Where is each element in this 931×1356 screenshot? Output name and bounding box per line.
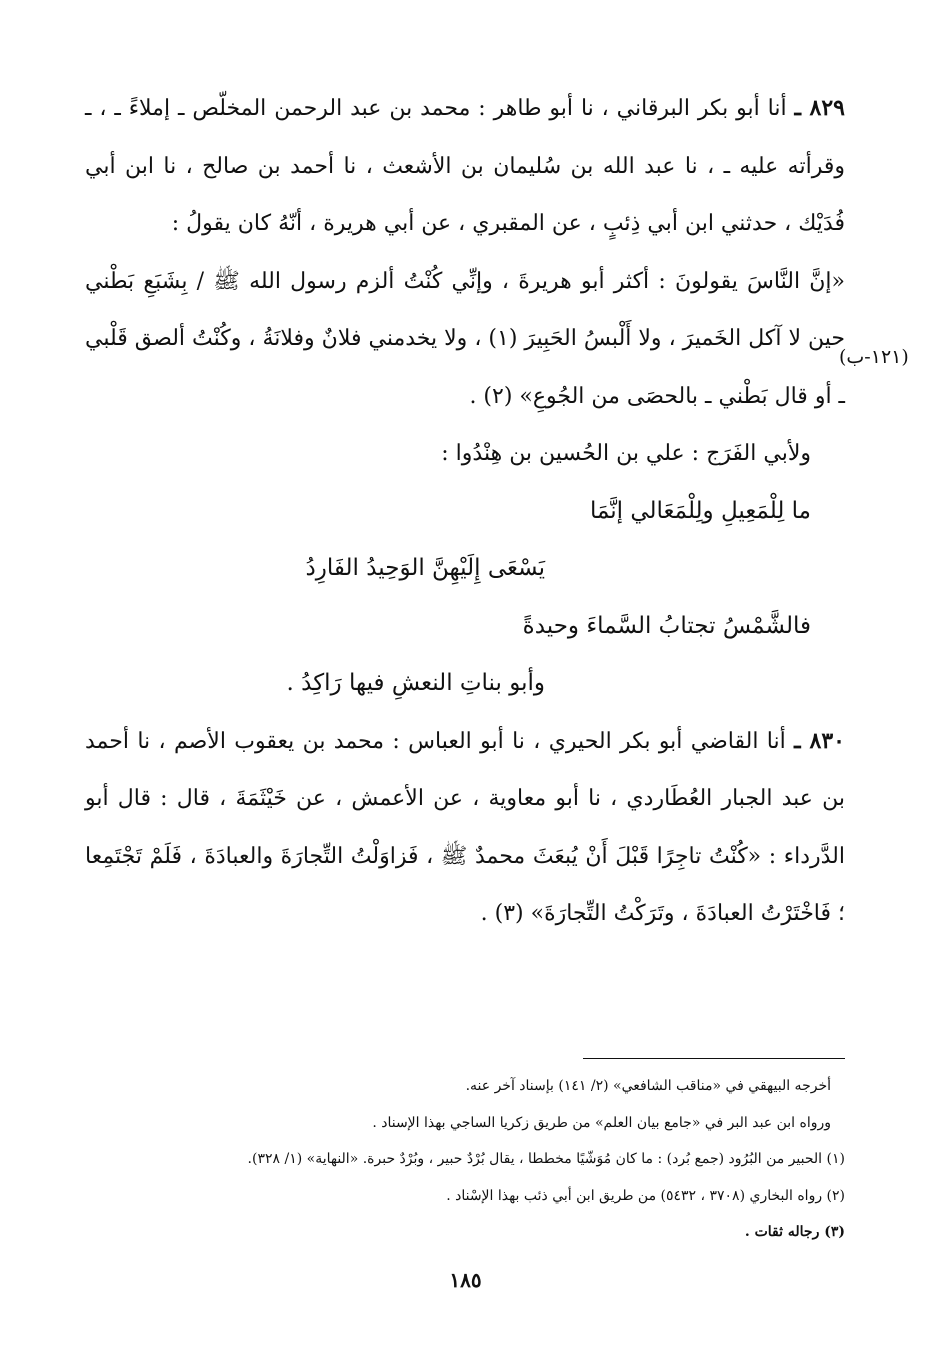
hadith-number-829: ٨٢٩ ـ [794,95,845,121]
footnote-line: ورواه ابن عبد البر في «جامع بيان العلم» من طريق زكريا الساجي بهذا الإسناد . [372,1114,831,1131]
paragraph-829 [85,80,845,253]
footnotes [85,1068,845,1251]
main-text [85,80,845,943]
poem-intro: ولأبي الفَرَج : علي بن الحُسين بن هِنْدُوا : [441,441,811,466]
paragraph-830-text: أنا القاضي أبو بكر الحيري ، نا أبو العباس : محمد بن يعقوب الأصم ، نا أحمد بن عبد الجبار العُطَاردي ، نا أبو معاوية ، عن الأعمش ، عن خَيْثَمَةَ ، قال : قال أبو الدَّرداء : «كُنْتُ تاجِرًا قَبْلَ أَنْ يُبعَثَ محمدٌ ﷺ ، فَزاوَلْتُ التِّجارَةَ والعبادَةَ ، فَلَمْ تَجْتَمِعا ؛ فَاخْتَرْتُ العبادَةَ ، وتَرَكْتُ التِّجارَةَ» (٣) . [85,728,845,926]
footnote-line: أخرجه البيهقي في «مناقب الشافعي» (٢/ ١٤١) بإسناد آخر عنه. [465,1078,831,1094]
poem-verse-3: فالشَّمْسُ تجتابُ السَّماءَ وحيدةً [522,612,811,639]
paragraph-829-text: أنا أبو بكر البرقاني ، نا أبو طاهر : محمد بن عبد الرحمن المخلّص ـ إملاءً ـ ، ـ وقرأته عليه ـ ، نا عبد الله بن سُليمان بن الأشعث ، نا أحمد بن صالح ، نا ابن أبي فُدَيْك ، حدثني ابن أبي ذِئبٍ ، عن المقبري ، عن أبي هريرة ، أنّهُ كان يقولُ : [85,96,845,236]
footnote-separator [583,1058,845,1059]
poem-verse-2: يَسْعَى إِلَيْهِنَّ الوَحِيدُ الفَارِدُ [305,555,545,581]
page-number: ١٨٥ [449,1268,482,1292]
poem-verse-4: وأبو بناتِ النعشِ فيها رَاكِدُ . [286,670,545,696]
manuscript-folio-note: (١٢١-ب) [839,346,909,368]
poem-verse-1: ما لِلْمَعِيلِ ولِلْمَعَالي إنَّمَا [589,497,811,524]
footnote-2: (٢) رواه البخاري (٣٧٠٨ ، ٥٤٣٢) من طريق ابن أبي ذئب بهذا الإسْناد . [446,1187,845,1204]
footnote-3: (٣) رجاله ثقات . [744,1224,845,1240]
hadith-number-830: ٨٣٠ ـ [794,727,845,754]
hadith-quote: «إنَّ النَّاسَ يقولونَ : أكثر أبو هريرةَ ، وإنِّي كُنْتُ ألزم رسول الله ﷺ / بِشَبَعِ بَطْني حين لا آكل الخَميرَ ، ولا أَلْبسُ الحَبِيرَ (١) ، ولا يخدمني فلانٌ وفلانَةُ ، وكُنْتُ ألصق قَلْبي ـ أو قال بَطْني ـ بالحصَى من الجُوعِ» (٢) . [85,268,845,409]
footnote-1: (١) الحبير من البُرُود (جمع بُرد) : ما كان مُوَشّيًا مخططا ، يقال بُرْدٌ حبير ، وبُرْدٌ حبرة. «النهاية» (١/ ٣٢٨). [247,1151,845,1167]
paragraph-830 [85,713,845,943]
